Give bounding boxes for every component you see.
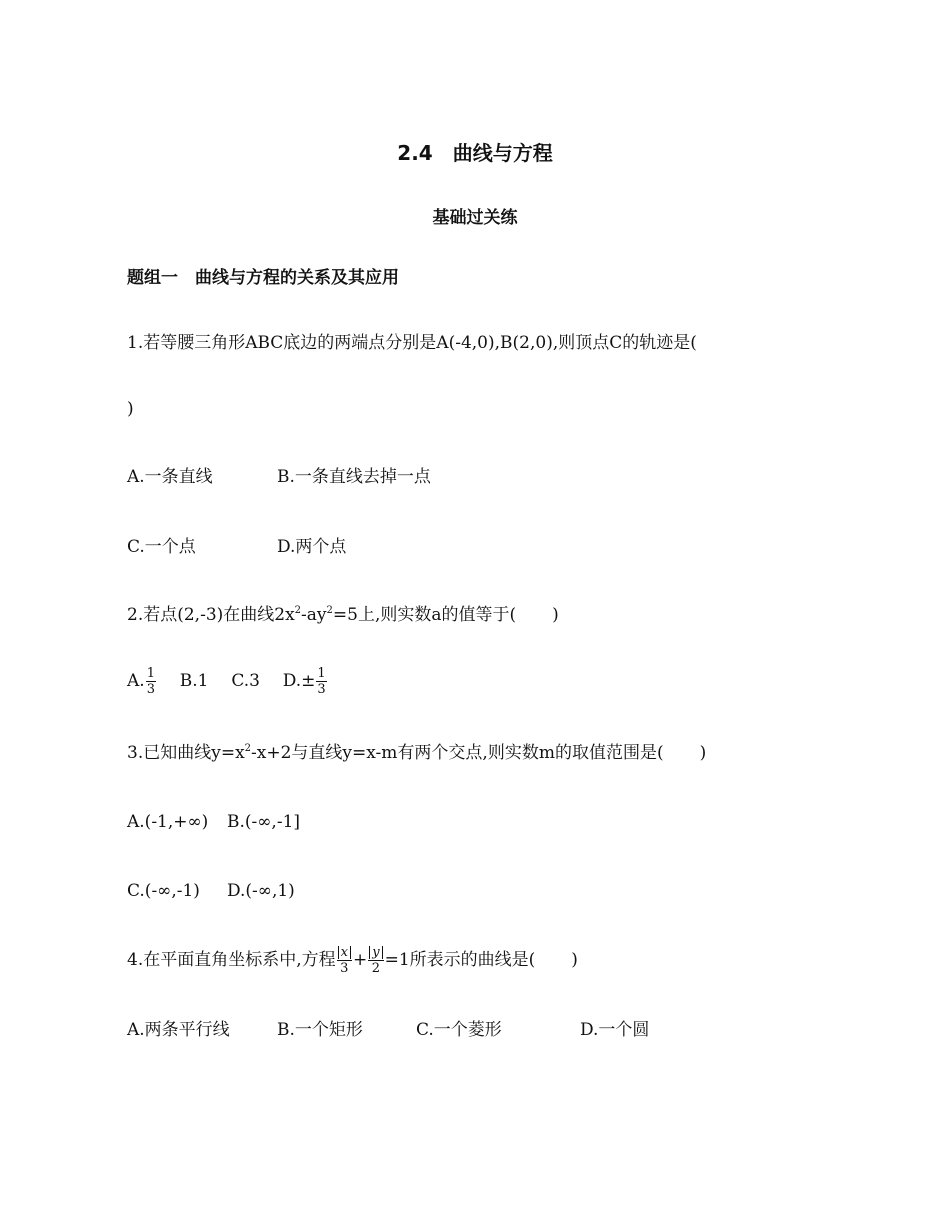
- q3-close: ): [699, 743, 707, 763]
- q2-options: [127, 666, 328, 697]
- q3-option-c: C.(-∞,-1): [127, 881, 200, 901]
- q2-exponent-2: 2: [326, 605, 333, 616]
- fraction-numerator: [337, 945, 352, 961]
- q4-suffix: =1所表示的曲线是(: [384, 950, 536, 970]
- q3-suffix: -x+2与直线y=x-m有两个交点,则实数m的取值范围是(: [251, 743, 664, 763]
- q1-stem: 1.若等腰三角形ABC底边的两端点分别是A(-4,0),B(2,0),则顶点C的轨迹是(: [127, 333, 697, 353]
- q4-option-d: D.一个圆: [580, 1020, 650, 1040]
- q3-prefix: 3.已知曲线y=x: [127, 743, 245, 763]
- q2-option-a: [127, 666, 157, 697]
- q2-mid: -ay: [301, 605, 327, 625]
- q2-stem: [127, 603, 559, 627]
- q1-option-a: A.一条直线: [127, 467, 213, 487]
- section-heading: 题组一 曲线与方程的关系及其应用: [127, 268, 399, 288]
- q3-option-d: D.(-∞,1): [227, 881, 295, 901]
- q4-plus: +: [352, 950, 368, 970]
- fraction: [368, 945, 383, 976]
- q1-stem-close: ): [127, 399, 134, 419]
- q3-exponent: 2: [244, 743, 252, 754]
- q3-stem: [127, 741, 706, 765]
- page-subtitle: 基础过关练: [432, 208, 518, 228]
- q1-option-b: B.一条直线去掉一点: [277, 467, 431, 487]
- fraction: [146, 666, 156, 697]
- absolute-value-x: x: [338, 946, 351, 959]
- q2-option-a-label: A.: [127, 671, 145, 691]
- q4-close: ): [571, 950, 578, 970]
- fraction-denominator: 3: [317, 682, 326, 697]
- q2-close: ): [552, 605, 559, 625]
- fraction-denominator: 3: [146, 682, 155, 697]
- q2-option-d: [282, 666, 328, 697]
- q4-option-c: C.一个菱形: [416, 1020, 502, 1040]
- q2-prefix: 2.若点(2,-3)在曲线2x: [127, 605, 295, 625]
- fraction-denominator: 3: [340, 961, 349, 976]
- fraction-denominator: 2: [371, 961, 381, 976]
- q3-option-b: B.(-∞,-1]: [227, 812, 301, 832]
- q4-stem: [127, 945, 578, 976]
- q3-option-a: A.(-1,+∞): [127, 812, 209, 832]
- q2-option-c: C.3: [231, 671, 260, 691]
- fraction-numerator: [368, 945, 383, 961]
- q4-option-b: B.一个矩形: [277, 1020, 363, 1040]
- fraction-numerator: 1: [146, 666, 155, 681]
- q2-option-d-label: D.±: [282, 671, 316, 691]
- fraction: [337, 945, 352, 976]
- page-title: 2.4 曲线与方程: [397, 141, 553, 165]
- q2-option-b: B.1: [179, 671, 209, 691]
- absolute-value-y: y: [369, 946, 382, 959]
- fraction-numerator: 1: [317, 666, 326, 681]
- q1-option-c: C.一个点: [127, 537, 196, 557]
- q4-prefix: 4.在平面直角坐标系中,方程: [127, 950, 336, 970]
- fraction: [316, 666, 326, 697]
- q1-option-d: D.两个点: [277, 537, 347, 557]
- q2-suffix: =5上,则实数a的值等于(: [332, 605, 517, 625]
- q2-exponent-1: 2: [294, 605, 302, 616]
- q4-option-a: A.两条平行线: [127, 1020, 230, 1040]
